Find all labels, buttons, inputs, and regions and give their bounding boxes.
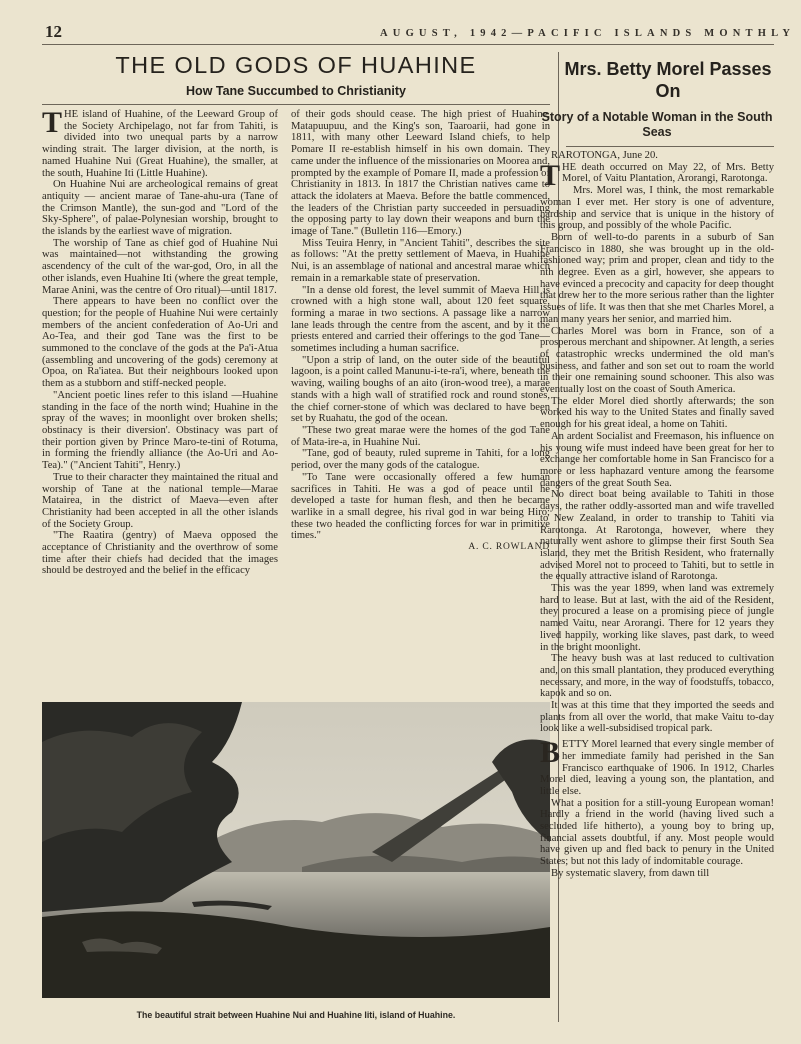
title-rule <box>42 104 550 105</box>
running-head: AUGUST, 1942—PACIFIC ISLANDS MONTHLY <box>380 28 796 39</box>
paragraph-text: HE island of Huahine, of the Leeward Group of the Society Archipelago, not far from Tahiti, is divided into two unequal parts by a narrow winding strait. The larger division, at the north, is named Huahine Nui (Great Huahine), the smaller, at the south, Huahine Iti (Little Huahine). <box>42 109 278 179</box>
paragraph: Born of well-to-do parents in a suburb of San Francisco in 1880, she was brought up in the old-fashioned way; prim and proper, clean and tidy to the nth degree. Even as a girl, however, she appears to have evinced a precocity and capacity for deep thought that drew her to the more serious rather than the lighter issues of life. It was then that she met Charles Morel, a man many years her senior, and married him. <box>540 231 774 325</box>
paragraph: The elder Morel died shortly afterwards; the son worked his way to the United States and finally saved enough for his great ideal, a home on Tahiti. <box>540 395 774 431</box>
paragraph: "The Raatira (gentry) of Maeva opposed the acceptance of Christianity and the overthrow of some time after their chiefs had decided that the images should be destroyed and the belief in the efficacy <box>42 530 278 577</box>
obituary-column <box>540 150 774 1020</box>
obituary-title: Mrs. Betty Morel Passes On <box>564 59 772 101</box>
paragraph: "Upon a strip of land, on the outer side of the beautiful lagoon, is a point called Manunu-i-te-ra'i, where, beneath the waving, wailing boughs of an aito (iron-wood tree), a marae stands with a high wall of stratified rock and round stones, the chief corner-stone of which was declared to have been set by Ruahatu, the god of the ocean. <box>291 354 550 425</box>
article-subtitle: How Tane Succumbed to Christianity <box>186 84 406 98</box>
paragraph-text: ETTY Morel learned that every single member of her immediate family had perished in the San Francisco earthquake of 1906. In 1912, Charles Morel died, leaving a young son, the plantation, and little else. <box>540 739 774 797</box>
drop-cap: B <box>540 736 561 770</box>
paragraph: True to their character they maintained the ritual and worship of Tane at the national temple—Marae Matairea, in the district of Maeva—even after Christianity had been accepted in all the other islands of the Society Group. <box>42 471 278 530</box>
paragraph: Charles Morel was born in France, son of a prosperous merchant and shipowner. At length, a series of catastrophic wrecks undermined the old man's business, and father and son set out to roam the world in their one remaining sound schooner. This also was eventually lost on the coast of South America. <box>540 325 774 396</box>
obituary-subtitle: Story of a Notable Woman in the South Seas <box>541 110 773 139</box>
paragraph: It was at this time that they imported the seeds and plants from all over the world, that make Vaitu to-day look like a well-subsidised tropical park. <box>540 700 774 735</box>
paragraph: There appears to have been no conflict over the question; for the people of Huahine Nui were certainly members of the ancient confederation of Ao-Uri and Ao-Tea, and their god Tane was the first to be summoned to the conclave of the gods at the Pa'i-Atua (assembling and uncovering of the gods) ceremony at Opoa, on Ra'iatea. But their neighbours looked upon them as a stubborn and stiff-necked people. <box>42 296 278 390</box>
paragraph: An ardent Socialist and Freemason, his influence on his young wife must indeed have been great for her to exchange her comfortable home in San Francisco for a more or less haphazard venture among the fearsome dangers of the great South Sea. <box>540 430 774 489</box>
top-rule <box>42 44 774 45</box>
paragraph: "Tane, god of beauty, ruled supreme in Tahiti, for a long period, over the many gods of the catalogue. <box>291 448 550 472</box>
article-column-2 <box>291 109 550 694</box>
photo-caption: The beautiful strait between Huahine Nui and Huahine Iiti, island of Huahine. <box>136 1010 456 1020</box>
paragraph-text: HE death occurred on May 22, of Mrs. Betty Morel, of Vaitu Plantation, Arorangi, Rarotonga. <box>562 161 774 185</box>
page-number: 12 <box>45 22 62 41</box>
drop-cap: T <box>540 158 561 192</box>
paragraph: The worship of Tane as chief god of Huahine Nui was maintained—not withstanding the growing ascendency of the cult of the war-god, Oro, in all the other islands, even Huahine Iti (where the great temple, Marae Anini, was the centre of Oro ritual)—until 1817. <box>42 237 278 296</box>
paragraph: What a position for a still-young European woman! Hardly a friend in the world (having lived such a secluded life hitherto), a young boy to bring up, financial assets doubtful, if any. Most people would have given up and fled back to penury in the United States; but not this lady of indomitable courage. <box>540 797 774 868</box>
obituary-rule <box>566 146 774 147</box>
article-column-1 <box>42 109 278 694</box>
paragraph: Miss Teuira Henry, in "Ancient Tahiti", describes the site as follows: "At the pretty settlement of Maeva, in Huahine Nui, is an assemblage of national and ancestral marae which remain in a remarkable state of preservation. <box>291 237 550 284</box>
paragraph: "Ancient poetic lines refer to this island —Huahine standing in the face of the north wind; Huahine in the spray of the waves; in moonlight over broken shells; obstinacy is their diversion'. Obstinacy was part of their portion given by Prince Maro-te-tini of Rotuma, in forming the friendly alliance (the Ao-Uri and Ao-Tea)." ("Ancient Tahiti", Henry.) <box>42 389 278 472</box>
paragraph: "To Tane were occasionally offered a few human sacrifices in Tahiti. He was a god of peace until he developed a taste for human flesh, and then he became warlike in a small degree, his rival god in war being Hiro; these two headed the conflicting forces for war in primitive times." <box>291 471 550 542</box>
drop-cap: T <box>42 109 63 139</box>
strait-photograph <box>42 702 550 998</box>
paragraph <box>540 736 774 798</box>
paragraph: "These two great marae were the homes of the god Tane of Mata-ire-a, in Huahine Nui. <box>291 424 550 448</box>
paragraph <box>42 109 278 179</box>
paragraph: "In a dense old forest, the level summit of Maeva Hill is crowned with a high stone wall, about 120 feet square, forming a marae in two sections. A passage like a narrow lane leads through the centre from the ascent, and by it the priests entered and carried their offerings to the god Tane—sometimes including a human sacrifice. <box>291 284 550 355</box>
paragraph: The heavy bush was at last reduced to cultivation and, on this small plantation, they produced everything necessary, and more, in the way of foodstuffs, tobacco, kapok and so on. <box>540 653 774 700</box>
article-title: THE OLD GODS OF HUAHINE <box>115 52 477 78</box>
paragraph: No direct boat being available to Tahiti in those days, the rather oddly-assorted man and wife travelled to New Zealand, in order to tranship to Tahiti via Rarotonga. At Rarotonga, however, where they naturally went ashore to glimpse their first South Sea island, they met the British Resident, who fraternally advised Morel not to proceed to Tahiti, but to settle in the equally attractive island of Rarotonga. <box>540 489 774 583</box>
dateline: RAROTONGA, June 20. <box>551 150 658 161</box>
paragraph: of their gods should cease. The high priest of Huahine, Matapuupuu, and the King's son, Taaroarii, had gone in 1811, with many other Leeward Island chiefs, to help Pomare II re-establish himself in his own domain. They came under the influence of the missionaries on Moorea and, prompted by the example of Pomare II, made a profession of Christianity in 1813. In 1817 the Christian natives came to attack the idolaters at Maeva. Before the battle commenced, the leaders of the Christian party succeeded in persuading the opposing party to lay down their weapons and burn the image of Tane." (Bulletin 116—Emory.) <box>291 109 550 238</box>
paragraph: By systematic slavery, from dawn till <box>551 867 710 879</box>
author-signature: A. C. ROWLAND <box>468 542 550 553</box>
paragraph: Mrs. Morel was, I think, the most remarkable woman I ever met. Her story is one of adventure, hardship and service that is unique in the history of this group, and possibly of the whole Pacific. <box>540 185 774 232</box>
paragraph: This was the year 1899, when land was extremely hard to lease. But at last, with the aid of the Resident, they procured a lease on a promising piece of jungle named Vaitu, near Arorangi. There for 12 years they lived happily, working like slaves, past dark, to weed in the bright moonlight. <box>540 583 774 653</box>
paragraph: On Huahine Nui are archeological remains of great antiquity — ancient marae of Tane-ahu-ura (Tane of the Crimson Mantle), the sun-god and "Lord of the Sky-Sphere", of palae-Polynesian worship, brought to the islands by the earliest wave of migration. <box>42 179 278 238</box>
paragraph <box>540 158 774 192</box>
